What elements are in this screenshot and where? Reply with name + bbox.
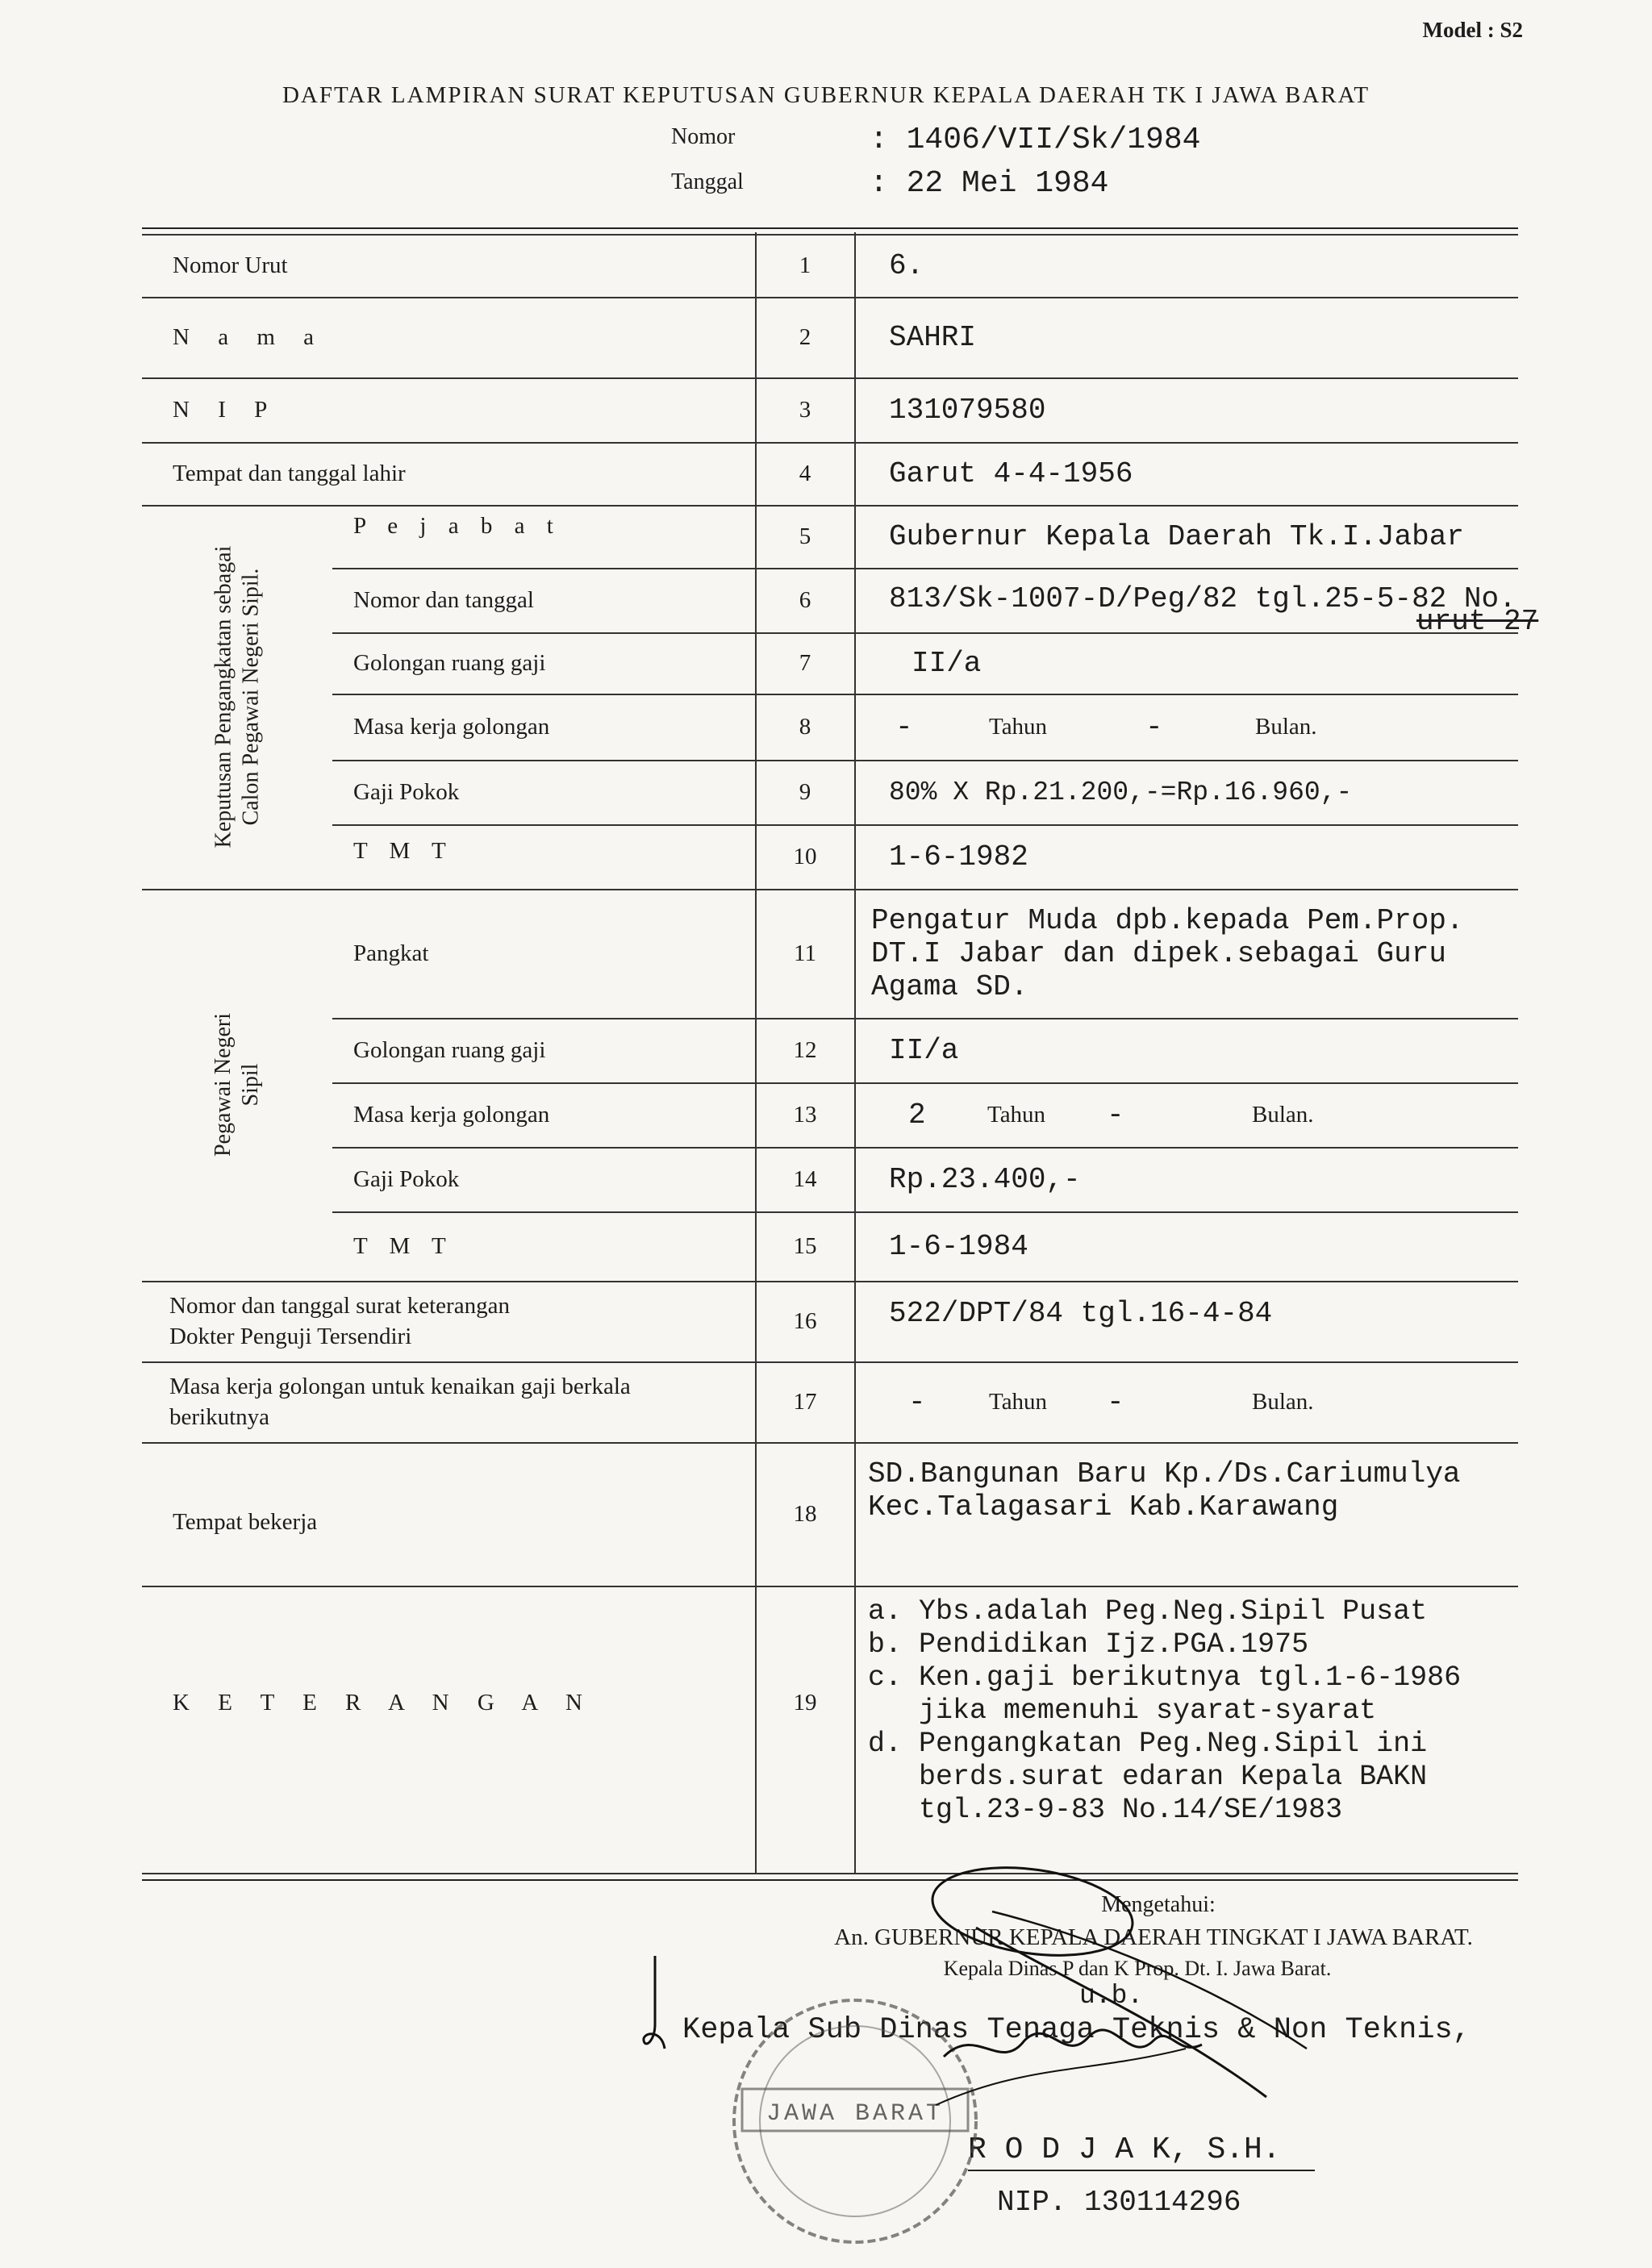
row-value: II/a bbox=[912, 646, 982, 680]
table-row bbox=[142, 505, 1518, 568]
row-label: Masa kerja golongan bbox=[353, 1101, 550, 1128]
row-value: 80% X Rp.21.200,-=Rp.16.960,- bbox=[889, 777, 1353, 807]
signer-department: Kepala Dinas P dan K Prop. Dt. I. Jawa Barat. bbox=[943, 1957, 1332, 1980]
mengetahui: Mengetahui: bbox=[1101, 1892, 1216, 1917]
row-value: Garut 4-4-1956 bbox=[889, 457, 1133, 490]
table-row bbox=[142, 1361, 1518, 1442]
row-label: Nomor Urut bbox=[173, 252, 288, 278]
row-value: Pengatur Muda dpb.kepada Pem.Prop. DT.I Jabar dan dipek.sebagai Guru Agama SD. bbox=[871, 903, 1464, 1003]
row-number: 10 bbox=[793, 843, 817, 869]
row-number: 9 bbox=[799, 778, 811, 805]
row-label: P e j a b a t bbox=[353, 512, 561, 539]
handwritten-signature bbox=[928, 1863, 1379, 2129]
row-label: N I P bbox=[173, 396, 279, 423]
row-number: 11 bbox=[794, 940, 816, 966]
stamp-text: JAWA BARAT bbox=[766, 2100, 945, 2128]
row-value-bulan: Bulan. bbox=[1252, 1388, 1314, 1415]
row-value-b: - bbox=[1145, 710, 1163, 744]
data-table bbox=[142, 227, 1539, 1878]
row-value: 6. bbox=[889, 248, 924, 282]
table-row bbox=[142, 1281, 1518, 1361]
table-row bbox=[142, 1211, 1518, 1281]
row-label: Gaji Pokok bbox=[353, 1165, 460, 1192]
table-row bbox=[142, 889, 1518, 1018]
row-value: Gubernur Kepala Daerah Tk.I.Jabar bbox=[889, 519, 1464, 553]
table-row bbox=[142, 377, 1518, 442]
row-label: T M T bbox=[353, 837, 454, 864]
tanggal-label: Tanggal bbox=[671, 169, 744, 194]
row-label: Masa kerja golongan bbox=[353, 713, 550, 740]
row-number: 4 bbox=[799, 460, 811, 486]
row-value: SD.Bangunan Baru Kp./Ds.Cariumulya Kec.Talagasari Kab.Karawang bbox=[868, 1457, 1461, 1524]
row-value: SAHRI bbox=[889, 320, 977, 354]
row-value-tahun: Tahun bbox=[987, 1101, 1046, 1128]
row-label: T M T bbox=[353, 1232, 454, 1259]
table-row bbox=[142, 694, 1518, 760]
document-title: DAFTAR LAMPIRAN SURAT KEPUTUSAN GUBERNUR KEPALA DAERAH TK I JAWA BARAT bbox=[282, 82, 1370, 108]
row-label: Tempat dan tanggal lahir bbox=[173, 460, 406, 486]
row-value-continued: urut 27 bbox=[1416, 604, 1539, 638]
margin-mark bbox=[637, 1952, 670, 2057]
signer-name: R O D J A K, S.H. bbox=[968, 2133, 1281, 2167]
row-number: 1 bbox=[799, 252, 811, 278]
row-number: 2 bbox=[799, 323, 811, 350]
row-value-a: 2 bbox=[908, 1098, 926, 1132]
row-value-tahun: Tahun bbox=[989, 1388, 1048, 1415]
signer-ub: u.b. bbox=[1079, 1981, 1144, 2011]
row-number: 17 bbox=[793, 1388, 817, 1415]
table-row bbox=[142, 1442, 1518, 1586]
model-code: Model : S2 bbox=[1422, 18, 1523, 42]
row-number: 15 bbox=[793, 1232, 817, 1259]
row-number: 7 bbox=[799, 649, 811, 676]
row-number: 12 bbox=[793, 1036, 817, 1063]
table-row bbox=[142, 1018, 1518, 1082]
table-row bbox=[142, 824, 1518, 889]
table-row bbox=[142, 234, 1518, 297]
row-label: Tempat bekerja bbox=[173, 1508, 318, 1535]
nomor-value: : 1406/VII/Sk/1984 bbox=[870, 123, 1201, 157]
row-value: 1-6-1984 bbox=[889, 1229, 1028, 1263]
table-row bbox=[142, 297, 1518, 377]
table-row bbox=[142, 1586, 1518, 1873]
row-number: 19 bbox=[793, 1689, 817, 1716]
row-value-b: - bbox=[1107, 1385, 1124, 1419]
row-value-a: - bbox=[895, 710, 913, 744]
table-row bbox=[142, 442, 1518, 505]
row-label: Golongan ruang gaji bbox=[353, 1036, 546, 1063]
row-number: 5 bbox=[799, 523, 811, 549]
row-number: 16 bbox=[793, 1307, 817, 1334]
row-value: 1-6-1982 bbox=[889, 840, 1028, 873]
row-value: 813/Sk-1007-D/Peg/82 tgl.25-5-82 No. bbox=[889, 582, 1516, 615]
row-value-bulan: Bulan. bbox=[1255, 713, 1317, 740]
row-number: 14 bbox=[793, 1165, 817, 1192]
row-value: 131079580 bbox=[889, 393, 1046, 427]
row-label: Masa kerja golongan untuk kenaikan gaji berkala berikutnya bbox=[169, 1374, 631, 1430]
row-value: Rp.23.400,- bbox=[889, 1162, 1081, 1196]
row-value: 522/DPT/84 tgl.16-4-84 bbox=[889, 1296, 1273, 1330]
row-value-tahun: Tahun bbox=[989, 713, 1048, 740]
row-label: Pangkat bbox=[353, 940, 429, 966]
row-number: 18 bbox=[793, 1500, 817, 1527]
row-label: Nomor dan tanggal surat keterangan Dokter Penguji Tersendiri bbox=[169, 1293, 510, 1349]
group-label-pns-text: Pegawai Negeri Sipil bbox=[211, 1012, 263, 1157]
row-value-b: - bbox=[1107, 1098, 1124, 1132]
tanggal-value: : 22 Mei 1984 bbox=[870, 166, 1109, 201]
nomor-label: Nomor bbox=[671, 124, 736, 149]
row-number: 8 bbox=[799, 713, 811, 740]
row-value-bulan: Bulan. bbox=[1252, 1101, 1314, 1128]
row-label: N a m a bbox=[173, 323, 325, 350]
table-row bbox=[142, 568, 1539, 638]
signer-title: Kepala Sub Dinas Tenaga Teknis & Non Teknis, bbox=[682, 2013, 1471, 2047]
table-row bbox=[142, 632, 1518, 694]
table-row bbox=[142, 1082, 1518, 1147]
table-row bbox=[142, 760, 1518, 824]
row-label: Golongan ruang gaji bbox=[353, 649, 546, 676]
row-number: 6 bbox=[799, 586, 811, 613]
row-label: Nomor dan tanggal bbox=[353, 586, 534, 613]
row-label: Gaji Pokok bbox=[353, 778, 460, 805]
signer-name-underline bbox=[968, 2170, 1315, 2171]
signer-office: An. GUBERNUR KEPALA DAERAH TINGKAT I JAWA BARAT. bbox=[834, 1924, 1473, 1950]
signer-nip: NIP. 130114296 bbox=[997, 2186, 1241, 2219]
row-label: K E T E R A N G A N bbox=[173, 1689, 594, 1716]
keterangan-text: a. Ybs.adalah Peg.Neg.Sipil Pusat b. Pendidikan Ijz.PGA.1975 c. Ken.gaji berikutnya tgl.1-6-1986 jika memenuhi syarat-syarat d. Pengangkatan Peg.Neg.Sipil ini berds.surat edaran Kepala BAKN tgl.23-9-83 No.14/SE/1983 bbox=[868, 1595, 1462, 1826]
row-number: 3 bbox=[799, 396, 811, 423]
row-value-a: - bbox=[908, 1385, 926, 1419]
row-value: II/a bbox=[889, 1033, 959, 1067]
row-number: 13 bbox=[793, 1101, 817, 1128]
table-row bbox=[142, 1147, 1518, 1211]
group-label-cpns-text: Keputusan Pengangkatan sebagai Calon Pegawai Negeri Sipil. bbox=[211, 545, 263, 848]
